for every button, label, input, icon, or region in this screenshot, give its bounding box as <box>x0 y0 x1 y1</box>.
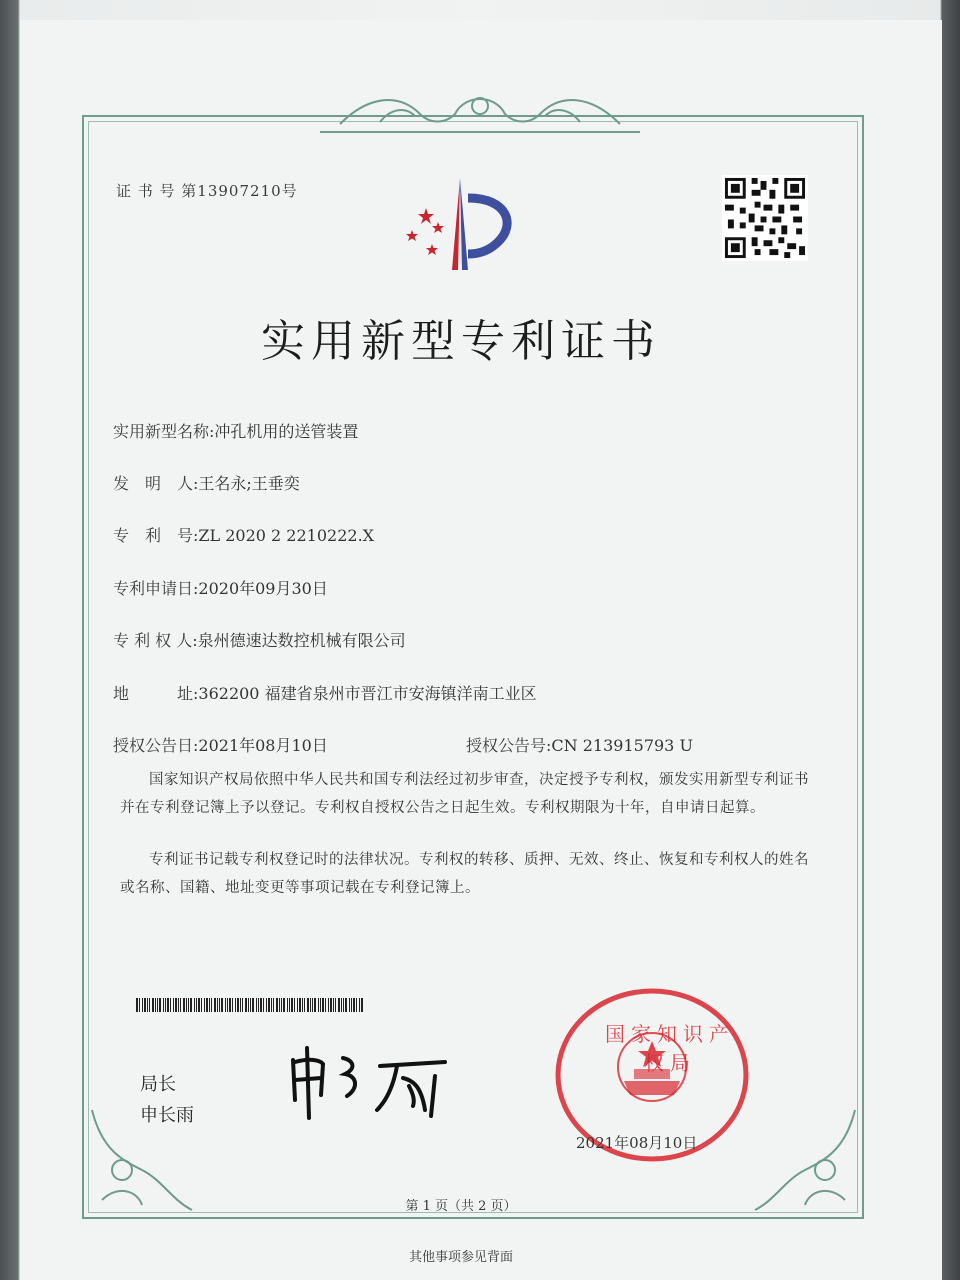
barcode <box>136 998 363 1012</box>
field-value: 泉州德速达数控机械有限公司 <box>197 631 406 650</box>
certificate-title: 实用新型专利证书 <box>261 316 661 367</box>
seal-date: 2021年08月10日 <box>576 1134 698 1152</box>
field-value: 2021年08月10日 <box>198 736 328 755</box>
field-value: CN 213915793 U <box>551 736 693 755</box>
seal-text: 国家知识产权局 <box>605 1022 735 1075</box>
director-title: 局长 <box>140 1074 176 1095</box>
director-signature <box>285 1040 475 1120</box>
legal-paragraph-2: 专利证书记载专利权登记时的法律状况。专利权的转移、质押、无效、终止、恢复和专利权人的姓名或名称、国籍、地址变更等事项记载在专利登记簿上。 <box>120 852 809 896</box>
field-value: 冲孔机用的送管装置 <box>214 422 359 441</box>
field-label: 地 址: <box>113 684 199 703</box>
field-patent-number <box>113 523 374 546</box>
field-inventor <box>113 471 300 494</box>
field-utility-name <box>113 419 358 442</box>
field-value: ZL 2020 2 2210222.X <box>198 526 375 545</box>
field-label: 专利申请日: <box>113 579 199 598</box>
field-label: 实用新型名称: <box>113 422 215 441</box>
legal-paragraph-1: 国家知识产权局依照中华人民共和国专利法经过初步审查，决定授予专利权，颁发实用新型专利证书并在专利登记簿上予以登记。专利权自授权公告之日起生效。专利权期限为十年，自申请日起算。 <box>120 772 809 816</box>
back-note: 其他事项参见背面 <box>408 1250 513 1265</box>
field-application-date <box>113 576 328 599</box>
page-number: 第 1 页（共 2 页） <box>405 1199 517 1214</box>
field-value: 2020年09月30日 <box>198 579 328 598</box>
field-value: 王名永;王垂奕 <box>198 474 300 493</box>
director-name: 申长雨 <box>140 1105 194 1126</box>
qr-code <box>722 175 808 261</box>
field-label: 授权公告号: <box>466 736 552 755</box>
field-label: 授权公告日: <box>113 736 199 755</box>
certificate-number: 证 书 号 第13907210号 <box>116 182 298 200</box>
field-address <box>113 681 537 704</box>
field-label: 专 利 号: <box>113 526 199 545</box>
field-value: 362200 福建省泉州市晋江市安海镇洋南工业区 <box>198 684 537 703</box>
field-label: 发 明 人: <box>113 474 199 493</box>
field-grant-date <box>113 733 328 756</box>
top-ornament <box>320 84 640 136</box>
patent-office-logo <box>398 170 518 280</box>
field-publication-number <box>466 733 693 756</box>
field-label: 专 利 权 人: <box>113 631 198 650</box>
field-patentee <box>113 628 406 651</box>
